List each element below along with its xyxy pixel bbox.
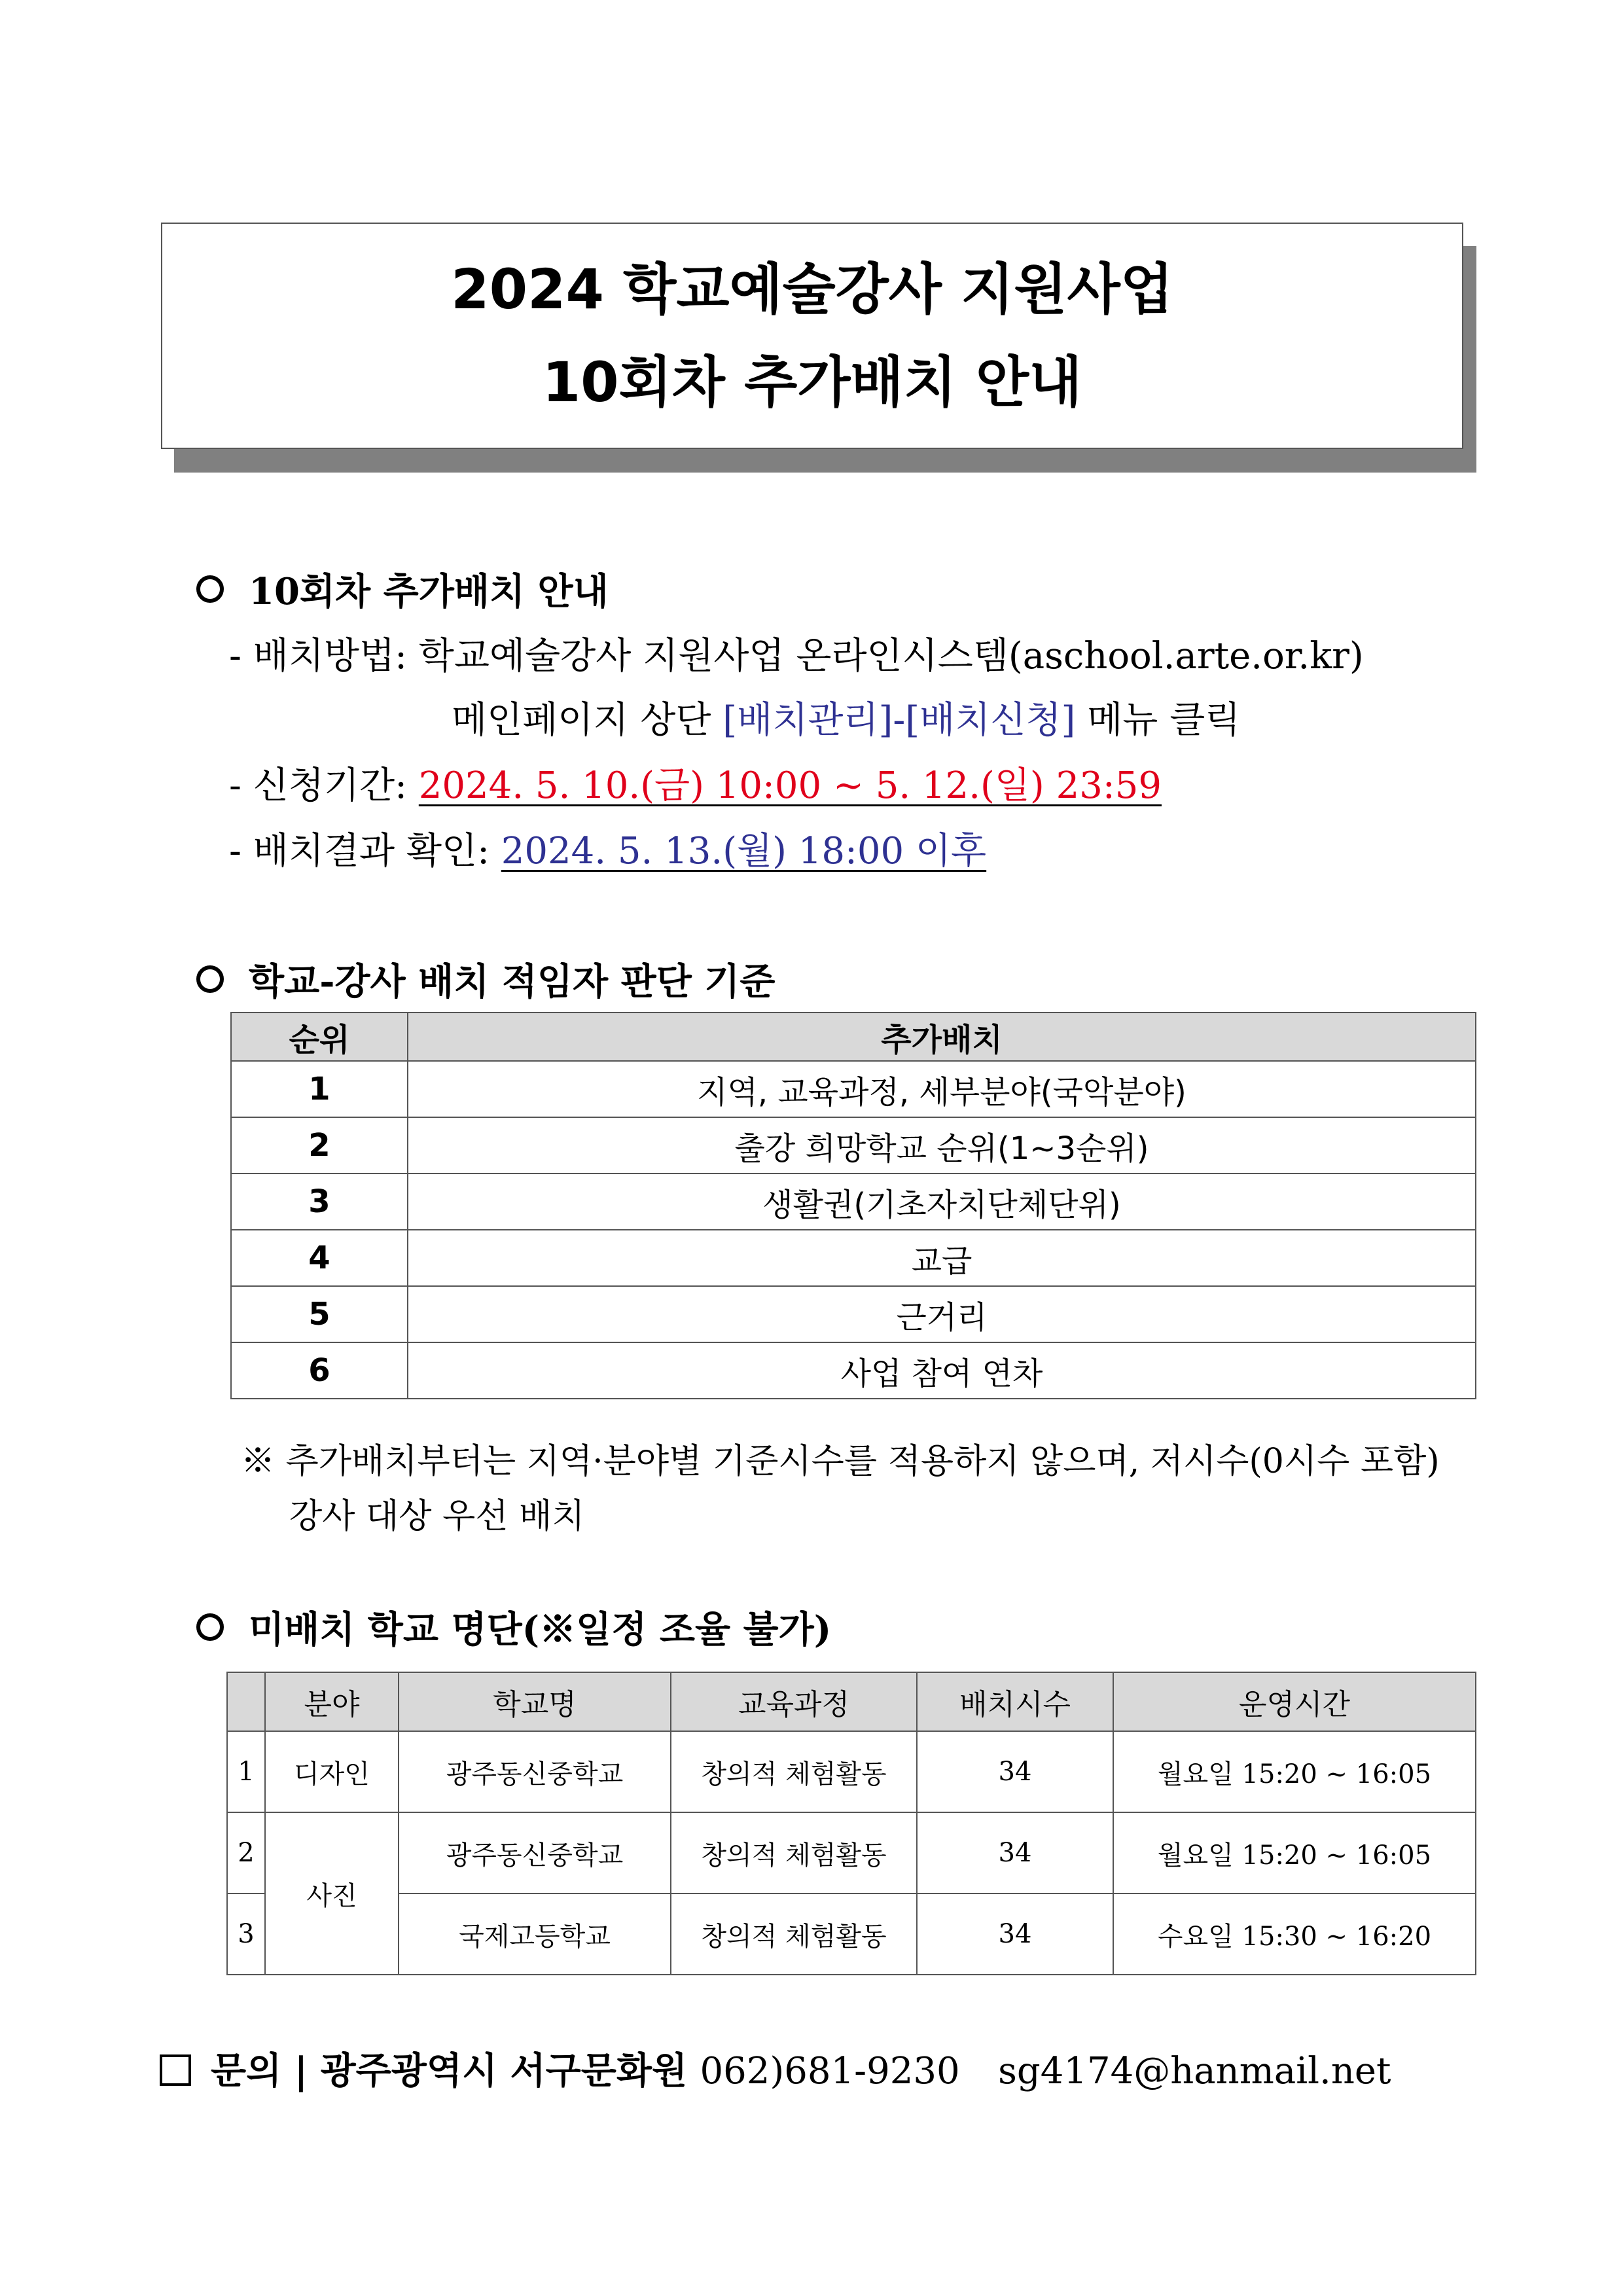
contact-org: 광주광역시 서구문화원 [320,2049,688,2092]
table-row: 6 사업 참여 연차 [231,1342,1476,1399]
menu-path: [배치관리]-[배치신청] [722,699,1076,742]
period-value: 2024. 5. 10.(금) 10:00 ~ 5. 12.(일) 23:59 [418,764,1162,807]
contact-separator: | [294,2049,308,2092]
criteria-header-rank: 순위 [231,1013,408,1061]
header-course: 교육과정 [671,1672,917,1731]
method-line2-pre: 메인페이지 상단 [452,699,711,742]
header-hours: 배치시수 [917,1672,1113,1731]
method-text: 학교예술강사 지원사업 온라인시스템(aschool.arte.or.kr) [418,635,1364,677]
header-field: 분야 [265,1672,399,1731]
note-line-2: 강사 대상 우선 배치 [289,1497,585,1536]
merged-field-cell: 사진 [265,1812,399,1975]
method-line2-post: 메뉴 클릭 [1087,699,1241,742]
header-time: 운영시간 [1113,1672,1476,1731]
square-bullet-icon [160,2054,191,2086]
method-line [229,627,1364,679]
section2-heading: 학교-강사 배치 적임자 판단 기준 [196,953,775,1005]
circle-bullet-icon [196,575,224,603]
circle-bullet-icon [196,1613,224,1641]
section1-heading: 10회차 추가배치 안내 [196,563,609,615]
note-line-1: ※ 추가배치부터는 지역·분야별 기준시수를 적용하지 않으며, 저시수(0시수 포함) [241,1442,1440,1481]
result-line [229,822,986,874]
table-row: 3 생활권(기초자치단체단위) [231,1174,1476,1230]
circle-bullet-icon [196,965,224,993]
title-line-2: 10회차 추가배치 안내 [542,350,1082,414]
unassigned-schools-table [226,1672,1476,1975]
table-row: 3 국제고등학교 창의적 체험활동 34 수요일 15:30 ~ 16:20 [227,1893,1476,1975]
result-value: 2024. 5. 13.(월) 18:00 이후 [501,830,987,872]
method-line-2 [452,691,1240,744]
header-no [227,1672,265,1731]
contact-label: 문의 [211,2049,282,2092]
period-line [229,757,1162,809]
table-row: 4 교급 [231,1230,1476,1286]
table-row: 2 출강 희망학교 순위(1~3순위) [231,1117,1476,1174]
method-label: - 배치방법: [229,635,407,677]
title-line-1: 2024 학교예술강사 지원사업 [451,257,1173,321]
title-box [161,223,1463,449]
table-row: 2 사진 광주동신중학교 창의적 체험활동 34 월요일 15:20 ~ 16:05 [227,1812,1476,1893]
table-row: 5 근거리 [231,1286,1476,1342]
table-row: 1 디자인 광주동신중학교 창의적 체험활동 34 월요일 15:20 ~ 16:05 [227,1731,1476,1812]
table-row: 1 지역, 교육과정, 세부분야(국악분야) [231,1061,1476,1117]
contact-phone: 062)681-9230 [700,2050,960,2092]
criteria-header-criterion: 추가배치 [408,1013,1476,1061]
result-label: - 배치결과 확인: [229,830,490,872]
contact-line [160,2042,1391,2094]
criteria-table [230,1012,1476,1399]
contact-email: sg4174@hanmail.net [998,2050,1391,2092]
period-label: - 신청기간: [229,764,407,807]
header-school: 학교명 [399,1672,671,1731]
section3-heading: 미배치 학교 명단(※일정 조율 불가) [196,1601,831,1653]
